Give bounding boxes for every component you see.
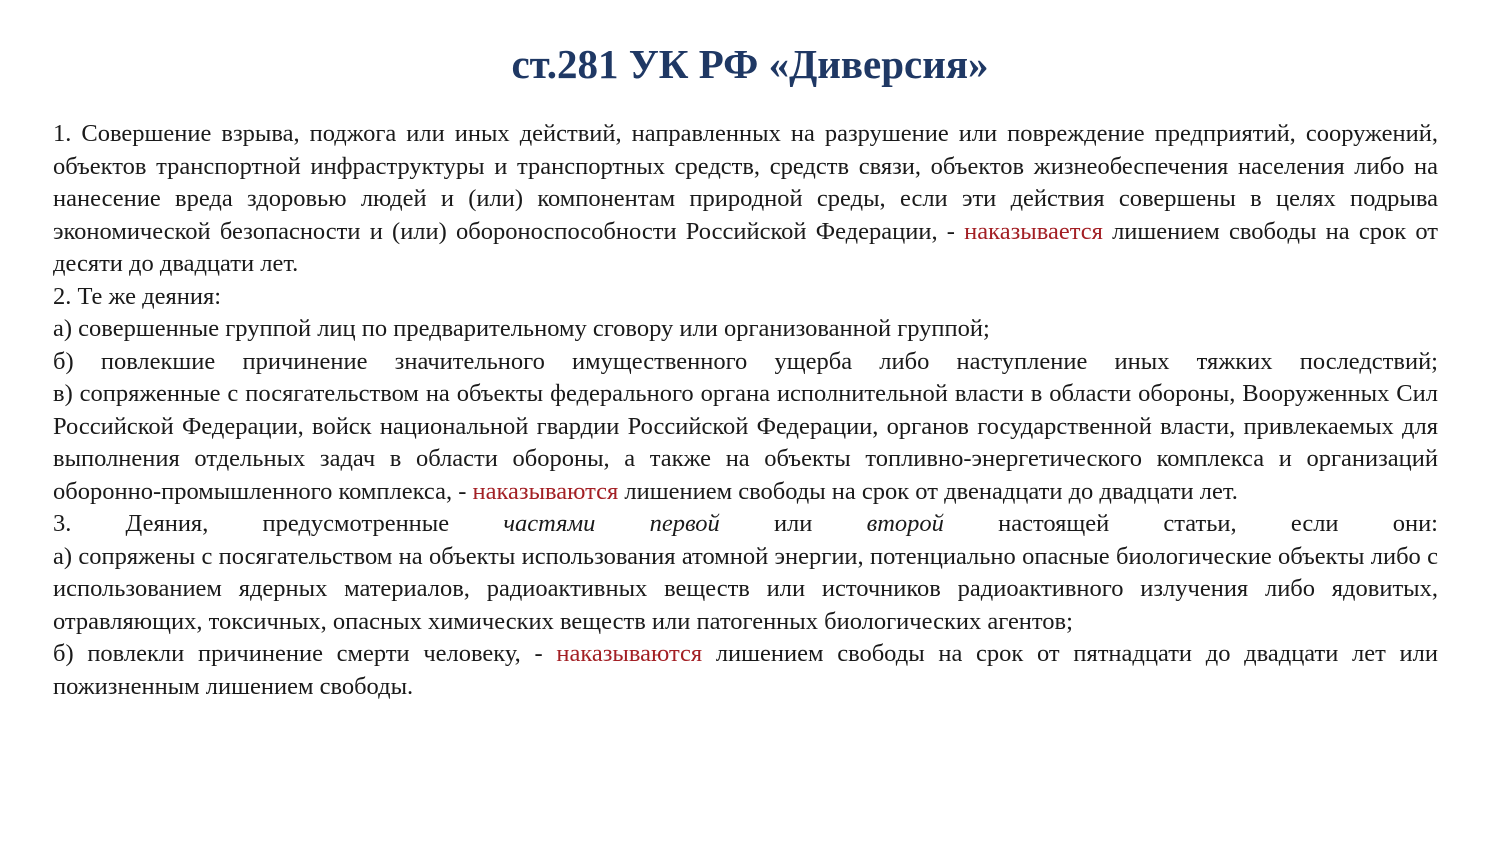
- paragraph-part-3-b: [53, 638, 1438, 703]
- penalty-keyword: наказываются: [472, 477, 619, 505]
- penalty-keyword: наказывается: [964, 217, 1103, 245]
- paragraph-lead: 3. Деяния, предусмотренные: [53, 510, 504, 537]
- paragraph-tail: лишением свободы на срок от двенадцати до двадцати лет.: [618, 477, 1238, 505]
- paragraph-mid: или: [719, 510, 867, 537]
- paragraph-part-3: [53, 508, 1438, 541]
- paragraph-part-2-b: б) повлекшие причинение значительного имущественного ущерба либо наступление иных тяжких последствий;: [53, 347, 1438, 375]
- paragraph-tail: лишением свободы на срок от десяти до двадцати лет.: [53, 217, 1438, 277]
- paragraph-part-2-v: [53, 378, 1438, 508]
- page-title: ст.281 УК РФ «Диверсия»: [511, 41, 989, 87]
- paragraph-part-3-a: а) сопряжены с посягательством на объекты использования атомной энергии, потенциально опасные биологические объекты либо с использованием ядерных материалов, радиоактивных веществ или источников радиоактивного излучения либо ядовитых, отравляющих, токсичных, опасных химических веществ или патогенных биологических агентов;: [53, 542, 1438, 635]
- italic-reference: второй: [866, 510, 944, 537]
- paragraph-part-2: 2. Те же деяния:: [53, 282, 222, 310]
- paragraph-text: в) сопряженные с посягательством на объекты федерального органа исполнительной власти в области обороны, Вооруженных Сил Российской Федерации, войск национальной гвардии Российской Федерации, органов государственной власти, привлекаемых для выполнения отдельных задач в области обороны, а также на объекты топливно-энергетического комплекса и организаций оборонно-промышленного комплекса, -: [53, 380, 1438, 505]
- paragraph-tail: настоящей статьи, если они:: [943, 510, 1438, 537]
- paragraph-tail: лишением свободы на срок от пятнадцати до двадцати лет или пожизненным лишением свободы.: [53, 640, 1439, 700]
- italic-reference: частями первой: [503, 510, 720, 537]
- paragraph-part-2-a: а) совершенные группой лиц по предварительному сговору или организованной группой;: [53, 315, 990, 342]
- paragraph-text: 1. Совершение взрыва, поджога или иных действий, направленных на разрушение или повреждение предприятий, сооружений, объектов транспортной инфраструктуры и транспортных средств, средств связи, объектов жизнеобеспечения населения либо на нанесение вреда здоровью людей и (или) компонентам природной среды, если эти действия совершены в целях подрыва экономической безопасности и (или) обороноспособности Российской Федерации, -: [53, 120, 1438, 245]
- article-body: [53, 118, 1438, 703]
- paragraph-part-1: [53, 118, 1438, 281]
- penalty-keyword: наказываются: [556, 640, 703, 667]
- paragraph-text: б) повлекли причинение смерти человеку, -: [53, 640, 557, 667]
